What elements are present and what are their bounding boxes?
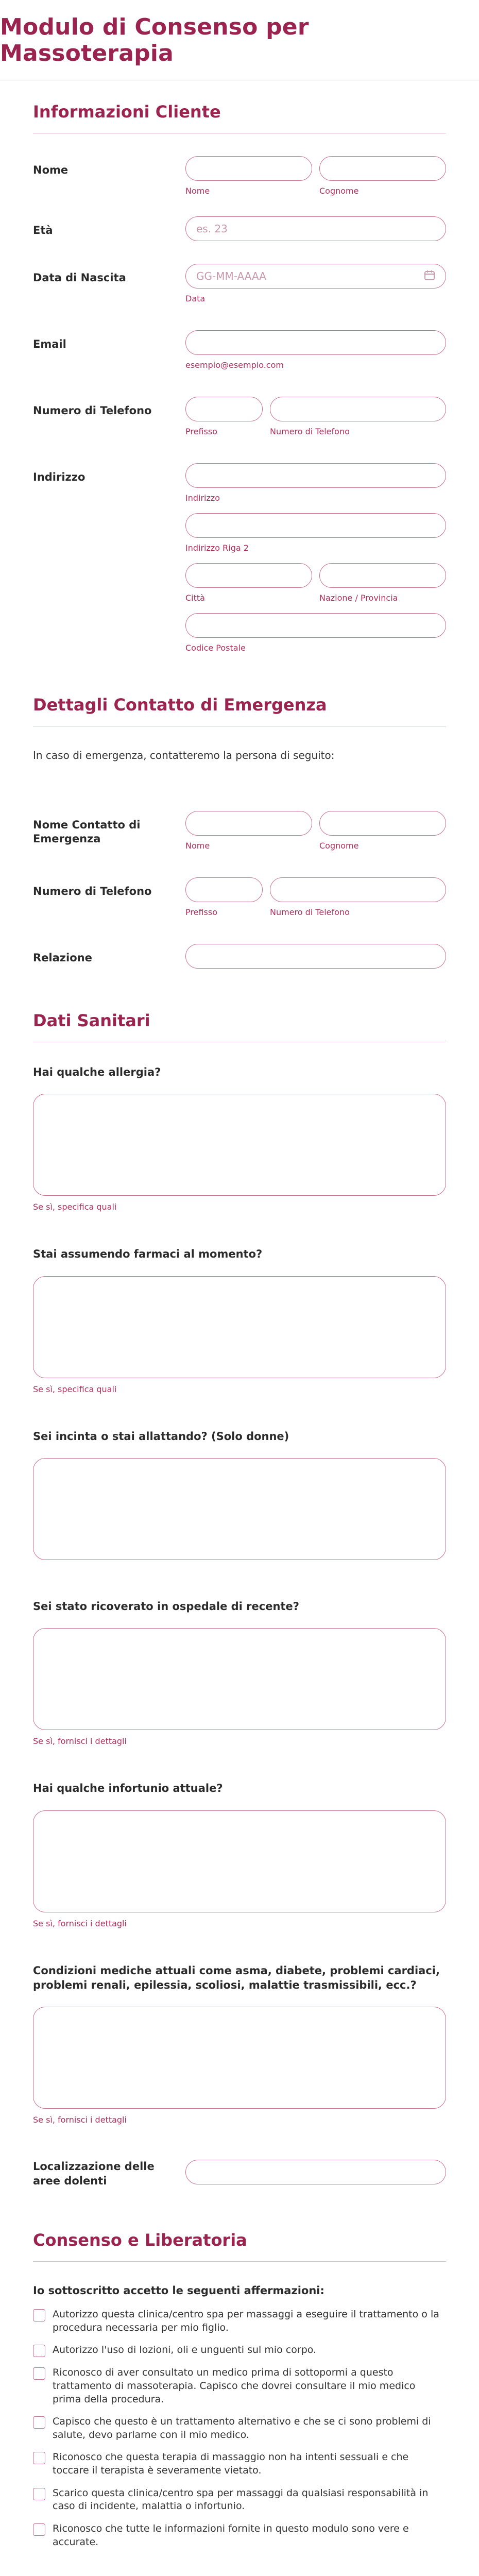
emergency-name-row (33, 811, 446, 851)
consent-item-text: Autorizzo l'uso di lozioni, oli e unguenti sul mio corpo. (53, 2344, 317, 2356)
consent-item[interactable] (33, 2451, 446, 2477)
injury-textarea[interactable] (33, 1810, 446, 1912)
section-title-health: Dati Sanitari (33, 989, 446, 1042)
phone-number-sublabel: Numero di Telefono (270, 427, 350, 436)
medication-label: Stai assumendo farmaci al momento? (33, 1248, 263, 1261)
consent-item[interactable] (33, 2522, 446, 2549)
conditions-label: Condizioni mediche attuali come asma, diabete, problemi cardiaci, problemi renali, epilessia, scoliosi, malattie trasmissibili, ecc.? (33, 1964, 440, 1992)
consent-item[interactable] (33, 2415, 446, 2442)
phone-label: Numero di Telefono (33, 404, 152, 417)
consent-item[interactable] (33, 2308, 446, 2334)
last-name-sublabel: Cognome (319, 186, 359, 196)
phone-number-input[interactable] (270, 397, 446, 421)
consent-item-text: Riconosco che questa terapia di massaggio non ha intenti sessuali e che toccare il terapista è severamente vietato. (53, 2451, 409, 2477)
relation-row (33, 944, 446, 969)
hospital-question (33, 1599, 446, 1746)
consent-intro: Io sottoscritto accetto le seguenti affermazioni: (33, 2284, 324, 2297)
health-section (0, 989, 479, 2188)
email-input[interactable] (185, 330, 446, 355)
birth-date-input[interactable] (185, 264, 446, 289)
emergency-last-name-sublabel: Cognome (319, 841, 359, 851)
injury-label: Hai qualche infortunio attuale? (33, 1782, 223, 1795)
consent-section (0, 2209, 479, 2576)
emergency-phone-prefix-input[interactable] (185, 877, 263, 902)
injury-question (33, 1781, 446, 1928)
emergency-phone-number-sublabel: Numero di Telefono (270, 907, 350, 917)
pregnancy-question (33, 1429, 446, 1560)
consent-item[interactable] (33, 2344, 446, 2357)
emergency-section (0, 673, 479, 969)
checkbox[interactable] (33, 2416, 45, 2429)
section-title-consent: Consenso e Liberatoria (33, 2209, 446, 2262)
consent-item[interactable] (33, 2487, 446, 2513)
emergency-phone-prefix-sublabel: Prefisso (185, 907, 217, 917)
emergency-first-name-input[interactable] (185, 811, 312, 836)
medication-textarea[interactable] (33, 1276, 446, 1378)
age-placeholder: es. 23 (196, 223, 228, 235)
zip-sublabel: Codice Postale (185, 643, 246, 653)
allergy-sublabel: Se sì, specifica quali (33, 1202, 117, 1212)
section-title-client-info: Informazioni Cliente (33, 80, 446, 133)
emergency-phone-number-input[interactable] (270, 877, 446, 902)
emergency-phone-label: Numero di Telefono (33, 885, 152, 897)
emergency-phone-row (33, 877, 446, 917)
phone-prefix-sublabel: Prefisso (185, 427, 217, 436)
email-sublabel: esempio@esempio.com (185, 360, 284, 370)
hospital-label: Sei stato ricoverato in ospedale di recente? (33, 1600, 299, 1613)
birth-row (33, 264, 446, 303)
address-line2-sublabel: Indirizzo Riga 2 (185, 543, 249, 553)
checkbox[interactable] (33, 2523, 45, 2536)
age-row (33, 216, 446, 241)
age-input[interactable] (185, 216, 446, 241)
address-line1-input[interactable] (185, 463, 446, 488)
last-name-input[interactable] (319, 156, 446, 181)
conditions-question (33, 1963, 446, 2125)
section-title-emergency: Dettagli Contatto di Emergenza (33, 673, 446, 726)
emergency-last-name-input[interactable] (319, 811, 446, 836)
name-row (33, 156, 446, 196)
birth-label: Data di Nascita (33, 272, 126, 284)
conditions-sublabel: Se sì, fornisci i dettagli (33, 2115, 127, 2125)
calendar-icon[interactable] (424, 269, 435, 283)
email-row (33, 330, 446, 370)
checkbox[interactable] (33, 2309, 45, 2321)
consent-item[interactable] (33, 2366, 446, 2406)
checkbox[interactable] (33, 2452, 45, 2464)
first-name-input[interactable] (185, 156, 312, 181)
state-input[interactable] (319, 563, 446, 588)
conditions-textarea[interactable] (33, 2007, 446, 2109)
address-label: Indirizzo (33, 471, 85, 483)
city-input[interactable] (185, 563, 312, 588)
address-line1-sublabel: Indirizzo (185, 493, 220, 503)
painful-areas-row (33, 2160, 446, 2188)
painful-areas-input[interactable] (185, 2160, 446, 2184)
relation-input[interactable] (185, 944, 446, 969)
medication-question (33, 1247, 446, 1394)
hospital-sublabel: Se sì, fornisci i dettagli (33, 1736, 127, 1747)
allergy-question (33, 1065, 446, 1212)
consent-item-text: Autorizzo questa clinica/centro spa per massaggi a eseguire il trattamento o la procedura necessaria per mio figlio. (53, 2309, 439, 2333)
age-label: Età (33, 224, 53, 236)
phone-row (33, 397, 446, 436)
checkbox[interactable] (33, 2367, 45, 2380)
pregnancy-textarea[interactable] (33, 1458, 446, 1560)
client-info-section (0, 80, 479, 653)
zip-input[interactable] (185, 613, 446, 638)
emergency-note: In caso di emergenza, contatteremo la persona di seguito: (33, 749, 335, 761)
address-line2-input[interactable] (185, 513, 446, 538)
checkbox[interactable] (33, 2488, 45, 2500)
relation-label: Relazione (33, 952, 92, 964)
email-label: Email (33, 338, 66, 350)
pregnancy-label: Sei incinta o stai allattando? (Solo donne) (33, 1430, 289, 1443)
form-header (0, 0, 479, 80)
hospital-textarea[interactable] (33, 1628, 446, 1730)
emergency-first-name-sublabel: Nome (185, 841, 210, 851)
name-label: Nome (33, 164, 69, 176)
city-sublabel: Città (185, 593, 205, 603)
consent-item-text: Scarico questa clinica/centro spa per massaggi da qualsiasi responsabilità in caso di incidente, malattia o infortunio. (53, 2487, 429, 2512)
checkbox[interactable] (33, 2345, 45, 2357)
address-row (33, 463, 446, 653)
state-sublabel: Nazione / Provincia (319, 593, 398, 603)
consent-item-text: Capisco che questo è un trattamento alternativo e che se ci sono problemi di salute, devo parlarne con il mio medico. (53, 2416, 431, 2441)
form-title: Modulo di Consenso per Massoterapia (0, 13, 309, 66)
consent-item-text: Riconosco che tutte le informazioni fornite in questo modulo sono vere e accurate. (53, 2523, 409, 2548)
phone-prefix-input[interactable] (185, 397, 263, 421)
medication-sublabel: Se sì, specifica quali (33, 1384, 117, 1394)
consent-item-text: Riconosco di aver consultato un medico prima di sottopormi a questo trattamento di massoterapia. Capisco che dovrei consultare il mio medico prima della procedura. (53, 2367, 416, 2405)
consent-checklist (33, 2308, 446, 2549)
first-name-sublabel: Nome (185, 186, 210, 196)
birth-date-placeholder: GG-MM-AAAA (196, 270, 266, 282)
birth-date-sublabel: Data (185, 294, 206, 303)
allergy-textarea[interactable] (33, 1094, 446, 1196)
allergy-label: Hai qualche allergia? (33, 1066, 161, 1078)
painful-areas-label: Localizzazione delle aree dolenti (33, 2160, 155, 2187)
injury-sublabel: Se sì, fornisci i dettagli (33, 1918, 127, 1928)
emergency-name-label: Nome Contatto di Emergenza (33, 819, 141, 845)
